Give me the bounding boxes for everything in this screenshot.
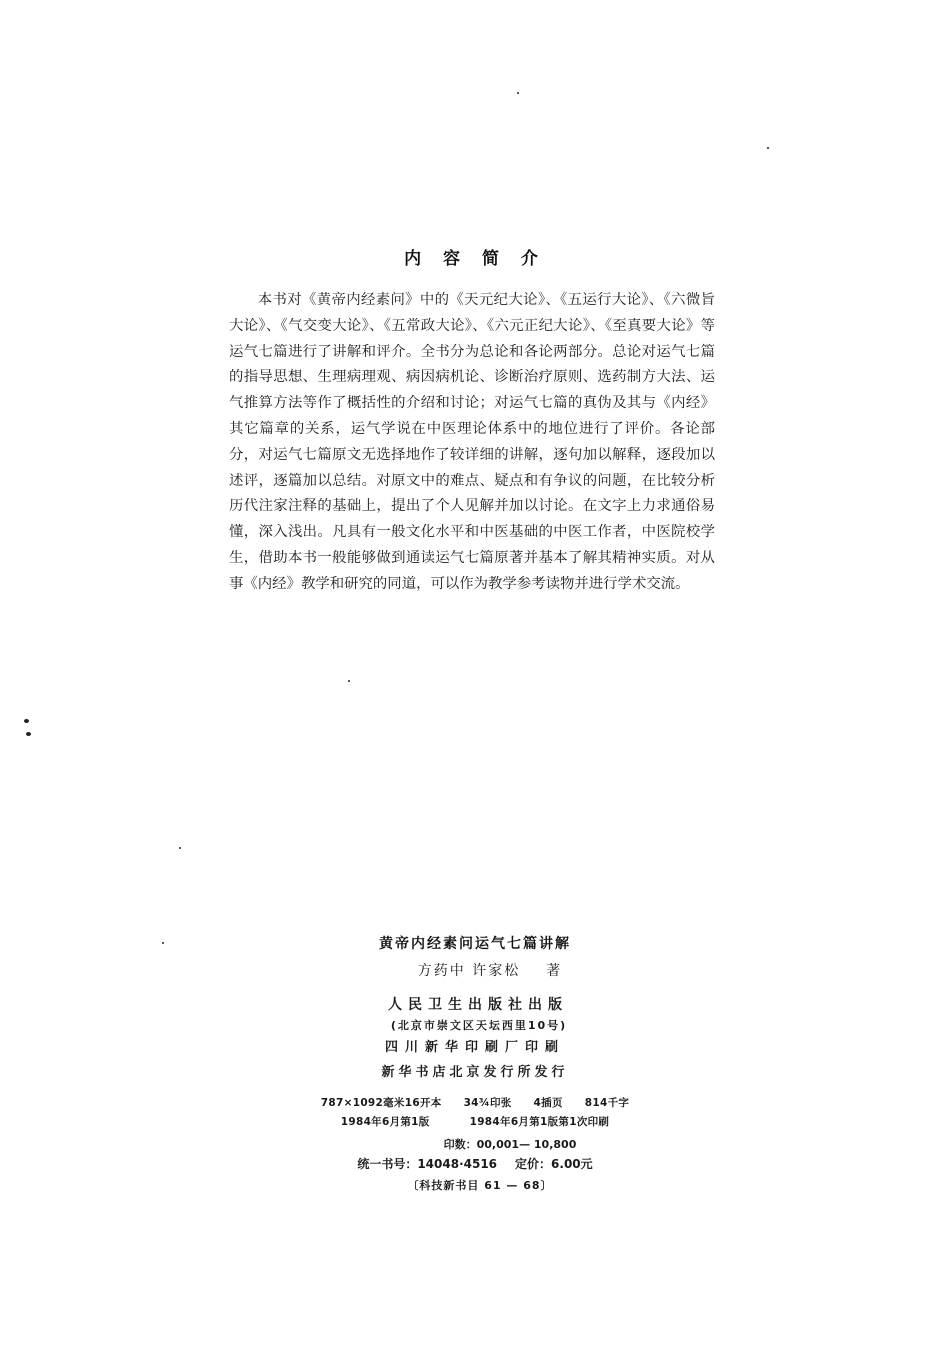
content-intro-body: 本书对《黄帝内经素问》中的《天元纪大论》、《五运行大论》、《六微旨大论》、《气交变大论》、《五常政大论》、《六元正纪大论》、《至真要大论》等运气七篇进行了讲解和评介。全书分为总论和各论两部分。总论对运气七篇的指导思想、生理病理观、病因病机论、诊断治疗原则、选药制方大法、运气推算方法等作了概括性的介绍和讨论；对运气七篇的真伪及其与《内经》其它篇章的关系，运气学说在中医理论体系中的地位进行了评价。各论部分，对运气七篇原文无选择地作了较详细的讲解，逐句加以解释，逐段加以述评，逐篇加以总结。对原文中的难点、疑点和有争议的问题，在比较分析历代注家注释的基础上，提出了个人见解并加以讨论。在文字上力求通俗易懂，深入浅出。凡具有一般文化水平和中医基础的中医工作者，中医院校学生，借助本书一般能够做到通读运气七篇原著并基本了解其精神实质。对从事《内经》教学和研究的同道，可以作为教学参考读物并进行学术交流。 — [229, 292, 715, 592]
first-printing: 1984年6月第1版第1次印刷 — [469, 1116, 610, 1128]
publisher-address: (北京市崇文区天坛西里10号) — [390, 1019, 568, 1032]
isbn-price-line — [0, 1155, 950, 1172]
edition-line — [0, 1114, 950, 1129]
unified-book-number: 统一书号：14048·4516 — [357, 1157, 498, 1171]
authors-line — [0, 960, 950, 980]
price: 定价：6.00元 — [515, 1157, 593, 1171]
scan-speck — [517, 92, 519, 94]
catalog-number: 〔科技新书目 61 — 68〕 — [407, 1179, 553, 1192]
sheets: 34¾印张 — [463, 1097, 512, 1109]
publisher: 人民卫生出版社出版 — [388, 997, 568, 1013]
plates: 4插页 — [533, 1097, 563, 1109]
print-run: 印数：00,001— 10,800 — [443, 1138, 577, 1151]
authors: 方药中 许家松 — [417, 963, 521, 979]
printer: 四川新华印刷厂印刷 — [384, 1040, 565, 1055]
content-intro-title: 内 容 简 介 — [404, 249, 546, 269]
author-role: 著 — [546, 963, 563, 979]
distributor: 新华书店北京发行所发行 — [381, 1065, 569, 1080]
word-count: 814千字 — [584, 1097, 630, 1109]
format-line — [0, 1095, 950, 1110]
format: 787×1092毫米16开本 — [320, 1097, 442, 1109]
scan-speck — [348, 680, 350, 682]
scan-speck — [26, 732, 31, 736]
scan-speck — [24, 719, 29, 723]
first-edition: 1984年6月第1版 — [340, 1116, 430, 1128]
book-title: 黄帝内经素问运气七篇讲解 — [379, 936, 571, 952]
scan-speck — [767, 147, 769, 149]
scan-speck — [179, 847, 181, 849]
